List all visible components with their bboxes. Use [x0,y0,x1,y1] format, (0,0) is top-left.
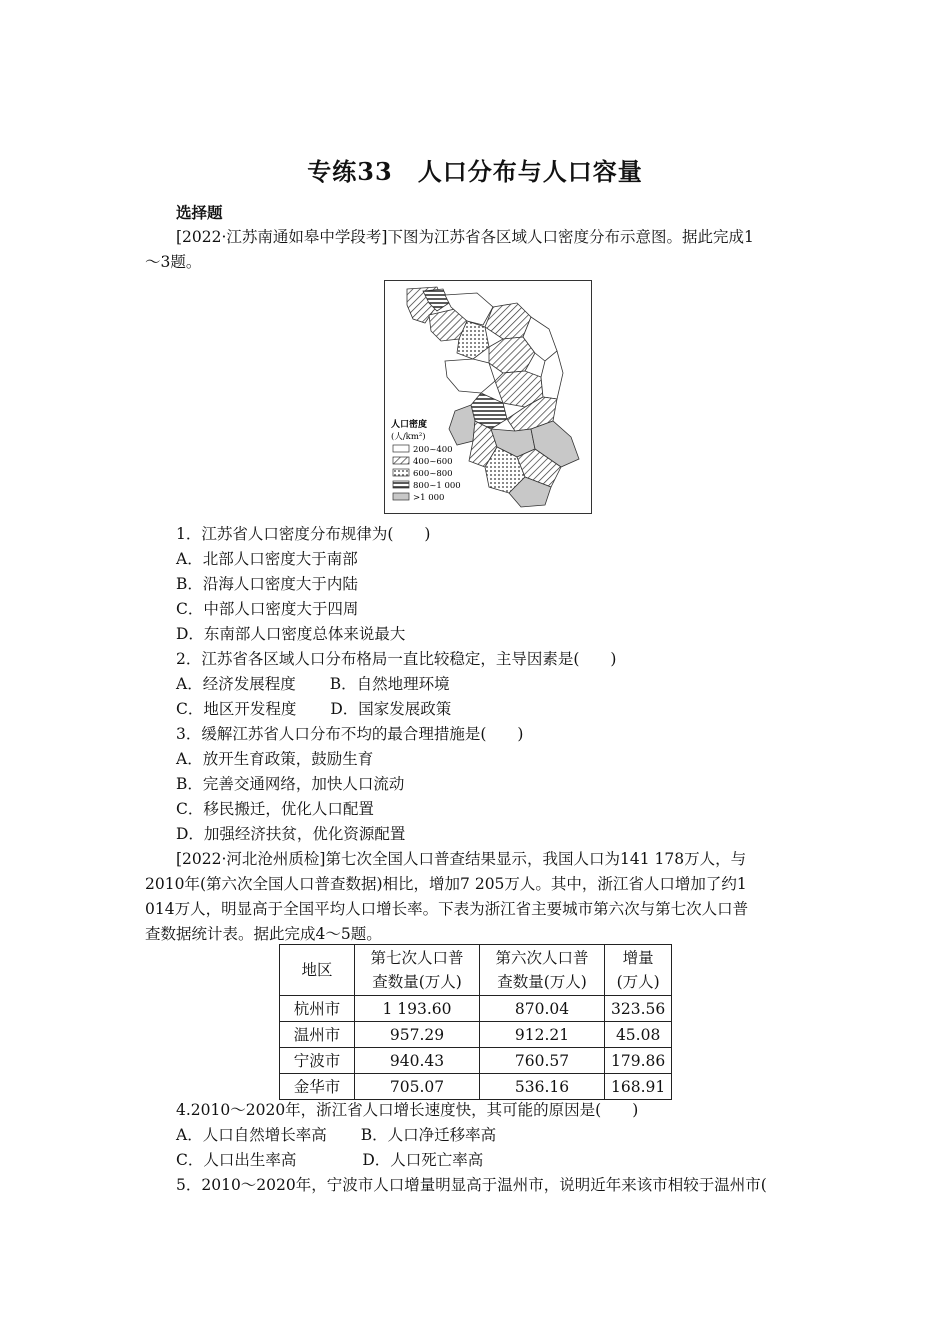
table-cell: 金华市 [280,1074,355,1100]
legend-swatch-800-1000 [393,481,409,488]
zhejiang-census-table [279,944,672,1100]
table-cell: 温州市 [280,1022,355,1048]
legend-swatch-200-400 [393,445,409,452]
question-2-option-a[interactable]: A．经济发展程度 [176,675,296,693]
legend-label: 400~600 [413,457,453,467]
question-4-options-row1 [176,1123,836,1148]
map-region [449,405,475,445]
intro2-line2: 2010年(第六次全国人口普查数据)相比，增加7 205万人。其中，浙江省人口增加了约1 [145,875,747,893]
table-cell: 760.57 [480,1048,605,1074]
question-4-option-a[interactable]: A．人口自然增长率高 [176,1126,327,1144]
table-header-increase: 增量 (万人) [605,945,672,996]
legend-swatch-over-1000 [393,493,409,500]
question-3-option-b[interactable]: B．完善交通网络，加快人口流动 [176,775,405,793]
table-cell: 536.16 [480,1074,605,1100]
question-2-option-b[interactable]: B．自然地理环境 [329,675,450,693]
question-3-stem: 3．缓解江苏省人口分布不均的最合理措施是( ) [176,725,524,743]
legend-label: 800~1 000 [413,481,461,491]
page-title: 专练33 人口分布与人口容量 [307,157,643,186]
intro2-line4: 查数据统计表。据此完成4～5题。 [145,925,382,943]
table-header-row [280,945,672,996]
table-cell: 1 193.60 [355,996,480,1022]
table-cell: 杭州市 [280,996,355,1022]
jiangsu-population-density-map [384,280,592,514]
question-2-stem: 2．江苏省各区域人口分布格局一直比较稳定，主导因素是( ) [176,650,617,668]
question-3-option-a[interactable]: A．放开生育政策，鼓励生育 [176,750,374,768]
table-row [280,1022,672,1048]
question-4-options-row2 [176,1148,836,1173]
question-3-option-d[interactable]: D．加强经济扶贫，优化资源配置 [176,825,406,843]
section-heading: 选择题 [176,203,223,222]
legend-swatch-600-800 [393,469,409,476]
map-drawing [385,281,591,513]
table-cell: 870.04 [480,996,605,1022]
map-region [445,359,495,393]
question-4-option-b[interactable]: B．人口净迁移率高 [360,1126,497,1144]
table-cell: 179.86 [605,1048,672,1074]
intro2-line1: [2022·河北沧州质检]第七次全国人口普查结果显示，我国人口为141 178万人，与 [176,850,747,868]
table-cell: 912.21 [480,1022,605,1048]
question-4-option-c[interactable]: C．人口出生率高 [176,1151,297,1169]
legend-title: 人口密度 [391,420,428,430]
question-2-options-row1 [176,672,836,697]
table-cell: 940.43 [355,1048,480,1074]
question-4-option-d[interactable]: D．人口死亡率高 [362,1151,484,1169]
question-5-stem: 5．2010～2020年，宁波市人口增量明显高于温州市，说明近年来该市相较于温州市( [176,1176,767,1194]
table-cell: 宁波市 [280,1048,355,1074]
table-cell: 705.07 [355,1074,480,1100]
legend-swatch-400-600 [393,457,409,464]
question-1-option-c[interactable]: C．中部人口密度大于四周 [176,600,359,618]
table-cell: 323.56 [605,996,672,1022]
question-1-option-b[interactable]: B．沿海人口密度大于内陆 [176,575,358,593]
legend-label: 600~800 [413,469,453,479]
question-1-option-d[interactable]: D．东南部人口密度总体来说最大 [176,625,406,643]
legend-label: 200~400 [413,445,453,455]
question-2-options-row2 [176,697,836,722]
question-3-option-c[interactable]: C．移民搬迁，优化人口配置 [176,800,374,818]
question-2-option-c[interactable]: C．地区开发程度 [176,700,297,718]
table-header-seventh-census: 第七次人口普 查数量(万人) [355,945,480,996]
table-cell: 957.29 [355,1022,480,1048]
table-row [280,1074,672,1100]
intro1-line2: ～3题。 [145,253,202,271]
intro1-line1: [2022·江苏南通如皋中学段考]下图为江苏省各区域人口密度分布示意图。据此完成1 [176,228,754,246]
question-1-option-a[interactable]: A．北部人口密度大于南部 [176,550,358,568]
table-header-region: 地区 [280,945,355,996]
question-4-stem: 4.2010～2020年，浙江省人口增长速度快，其可能的原因是( ) [176,1101,639,1119]
legend-label: >1 000 [413,493,445,503]
question-2-option-d[interactable]: D．国家发展政策 [330,700,452,718]
question-1-stem: 1．江苏省人口密度分布规律为( ) [176,525,431,543]
intro2-line3: 014万人，明显高于全国平均人口增长率。下表为浙江省主要城市第六次与第七次人口普 [145,900,749,918]
table-cell: 168.91 [605,1074,672,1100]
table-row [280,1048,672,1074]
table-row [280,996,672,1022]
table-header-sixth-census: 第六次人口普 查数量(万人) [480,945,605,996]
legend-unit: (人/km²) [391,432,426,442]
table-cell: 45.08 [605,1022,672,1048]
